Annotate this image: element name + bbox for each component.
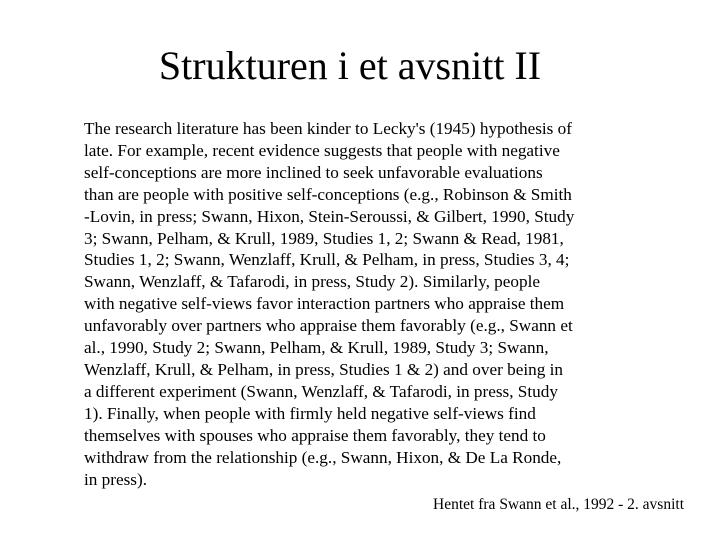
body-line: than are people with positive self-conceptions (e.g., Robinson & Smith xyxy=(84,184,572,204)
body-line: with negative self-views favor interaction partners who appraise them xyxy=(84,294,565,314)
slide-title: Strukturen i et avsnitt II xyxy=(158,43,542,88)
body-line: Swann, Wenzlaff, & Tafarodi, in press, Study 2). Similarly, people xyxy=(84,272,540,292)
body-line: 1). Finally, when people with firmly held negative self-views find xyxy=(84,403,536,423)
body-line: Studies 1, 2; Swann, Wenzlaff, Krull, & Pelham, in press, Studies 3, 4; xyxy=(84,250,570,270)
body-line: Wenzlaff, Krull, & Pelham, in press, Studies 1 & 2) and over being in xyxy=(84,359,563,379)
body-line: -Lovin, in press; Swann, Hixon, Stein-Seroussi, & Gilbert, 1990, Study xyxy=(84,206,575,226)
body-line: themselves with spouses who appraise them favorably, they tend to xyxy=(84,425,546,445)
body-line: The research literature has been kinder to Lecky's (1945) hypothesis of xyxy=(84,119,572,138)
body-line: self-conceptions are more inclined to seek unfavorable evaluations xyxy=(84,162,543,182)
body-line: al., 1990, Study 2; Swann, Pelham, & Krull, 1989, Study 3; Swann, xyxy=(84,338,549,358)
body-line: in press). xyxy=(84,469,148,489)
body-line: a different experiment (Swann, Wenzlaff, & Tafarodi, in press, Study xyxy=(84,381,558,401)
body-line: withdraw from the relationship (e.g., Swann, Hixon, & De La Ronde, xyxy=(84,447,562,467)
source-caption: Hentet fra Swann et al., 1992 - 2. avsnitt xyxy=(433,496,684,513)
body-line: unfavorably over partners who appraise them favorably (e.g., Swann et xyxy=(84,316,573,336)
body-line: late. For example, recent evidence suggests that people with negative xyxy=(84,140,560,160)
body-paragraph xyxy=(84,118,664,490)
body-line: 3; Swann, Pelham, & Krull, 1989, Studies 1, 2; Swann & Read, 1981, xyxy=(84,228,564,248)
